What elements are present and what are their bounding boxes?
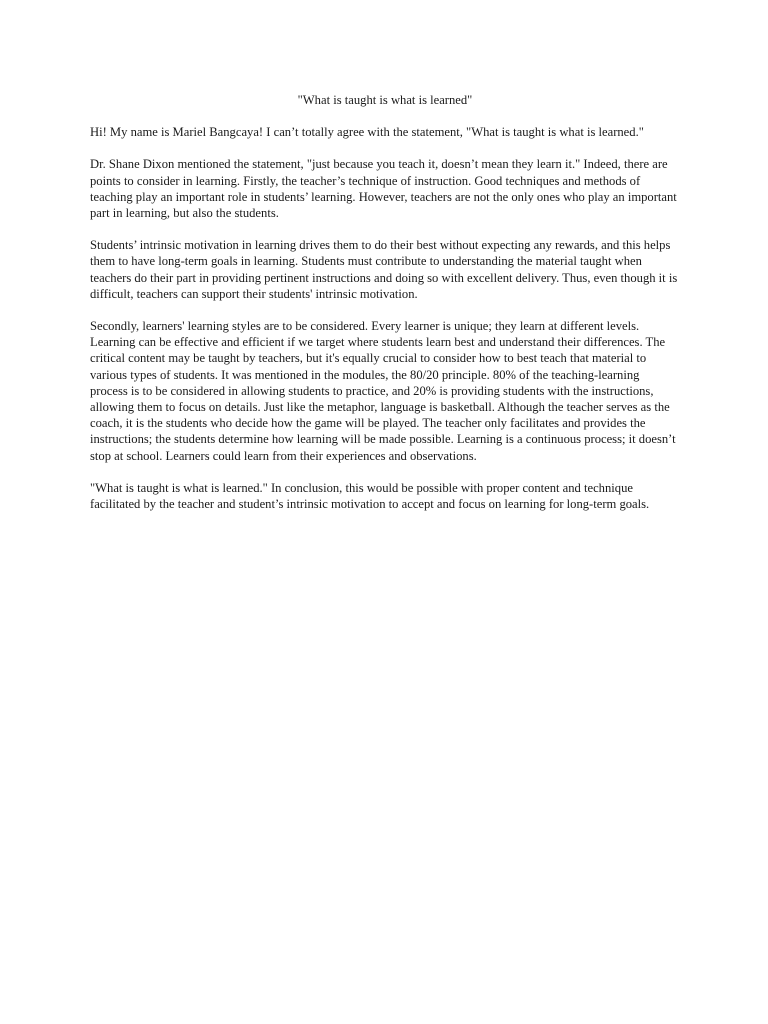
document-body <box>90 92 680 528</box>
paragraph-conclusion: "What is taught is what is learned." In conclusion, this would be possible with proper content and technique facilitated by the teacher and student’s intrinsic motivation to accept and focus on learning for long-term goals. <box>90 480 650 512</box>
paragraph-intrinsic-motivation: Students’ intrinsic motivation in learning drives them to do their best without expecting any rewards, and this helps them to have long-term goals in learning. Students must contribute to understanding the material taught when teachers do their part in providing pertinent instructions and doing so with excellent delivery. Thus, even though it is difficult, teachers can support their students' intrinsic motivation. <box>90 238 678 301</box>
paragraph-teacher-technique: Dr. Shane Dixon mentioned the statement, "just because you teach it, doesn’t mean they learn it." Indeed, there are points to consider in learning. Firstly, the teacher’s technique of instruction. Good techniques and methods of teaching play an important role in students’ learning. However, teachers are not the only ones who play an important part in learning, but also the students. <box>90 157 677 221</box>
document-title: "What is taught is what is learned" <box>297 93 473 107</box>
paragraph-learning-styles: Secondly, learners' learning styles are to be considered. Every learner is unique; they learn at different levels. Learning can be effective and efficient if we target where students learn best and understand their differences. The critical content may be taught by teachers, but it's equally crucial to consider how to best teach that material to various types of students. It was mentioned in the modules, the 80/20 principle. 80% of the teaching-learning process is to be considered in allowing students to practice, and 20% is providing students with the instructions, allowing them to focus on details. Just like the metaphor, language is basketball. Although the teacher serves as the coach, it is the students who decide how the game will be played. The teacher only facilitates and provides the instructions; the students determine how learning will be made possible. Learning is a continuous process; it doesn’t stop at school. Learners could learn from their experiences and observations. <box>90 319 676 463</box>
paragraph-introduction: Hi! My name is Mariel Bangcaya! I can’t totally agree with the statement, "What is taught is what is learned." <box>90 125 644 140</box>
